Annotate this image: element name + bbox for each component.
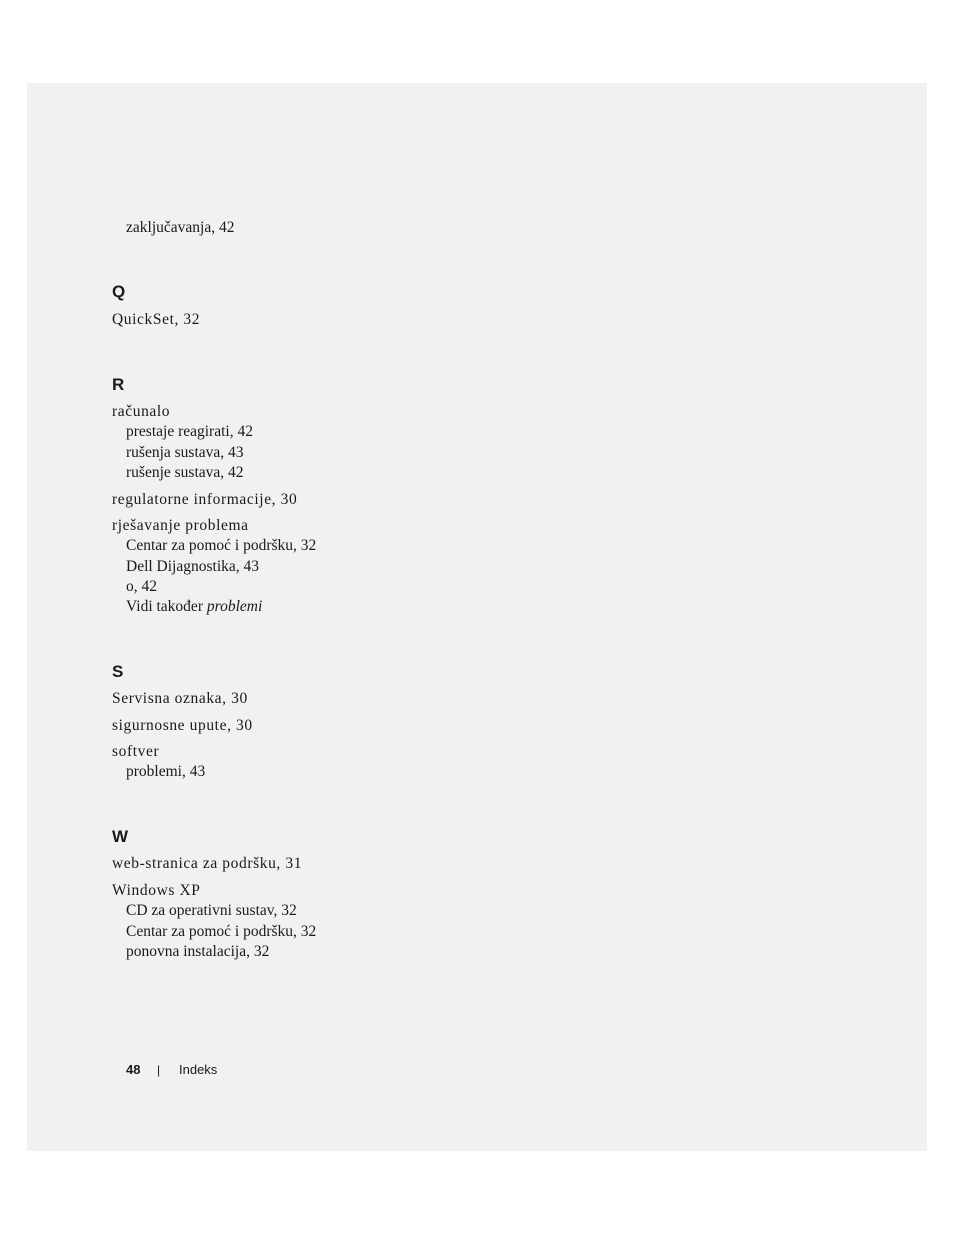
index-subentry: Centar za pomoć i podršku, 32 (126, 923, 317, 940)
index-entry-sigurnosne: sigurnosne upute, 30 (112, 717, 253, 734)
see-also-prefix: Vidi također (126, 598, 203, 615)
index-subentry: o, 42 (126, 578, 157, 595)
page-number: 48 (126, 1062, 141, 1077)
index-subentry: rušenje sustava, 42 (126, 464, 244, 481)
index-subentry: ponovna instalacija, 32 (126, 943, 270, 960)
section-letter-q: Q (112, 282, 126, 301)
index-subentry: zaključavanja, 42 (126, 219, 235, 236)
index-entry-regulatorne: regulatorne informacije, 30 (112, 491, 298, 508)
page-background (27, 83, 927, 1151)
section-letter-s: S (112, 662, 124, 681)
index-entry-servisna: Servisna oznaka, 30 (112, 690, 248, 707)
see-also-target: problemi (206, 598, 263, 615)
index-subentry: prestaje reagirati, 42 (126, 423, 253, 440)
index-entry-racunalo: računalo (112, 403, 171, 420)
section-letter-w: W (112, 827, 129, 846)
index-entry-rjesavanje: rješavanje problema (112, 517, 249, 534)
index-subentry: problemi, 43 (126, 763, 206, 780)
index-subentry: Dell Dijagnostika, 43 (126, 558, 260, 575)
index-subentry: CD za operativni sustav, 32 (126, 902, 297, 919)
index-subentry: rušenja sustava, 43 (126, 444, 244, 461)
index-see-also (126, 598, 262, 616)
index-entry-web: web-stranica za podršku, 31 (112, 855, 303, 872)
index-entry-windows: Windows XP (112, 882, 201, 899)
index-subentry: Centar za pomoć i podršku, 32 (126, 537, 317, 554)
footer-section-title: Indeks (179, 1062, 218, 1077)
index-entry-softver: softver (112, 743, 160, 760)
section-letter-r: R (112, 375, 125, 394)
footer-separator: | (157, 1063, 161, 1077)
index-entry-quickset: QuickSet, 32 (112, 311, 201, 328)
